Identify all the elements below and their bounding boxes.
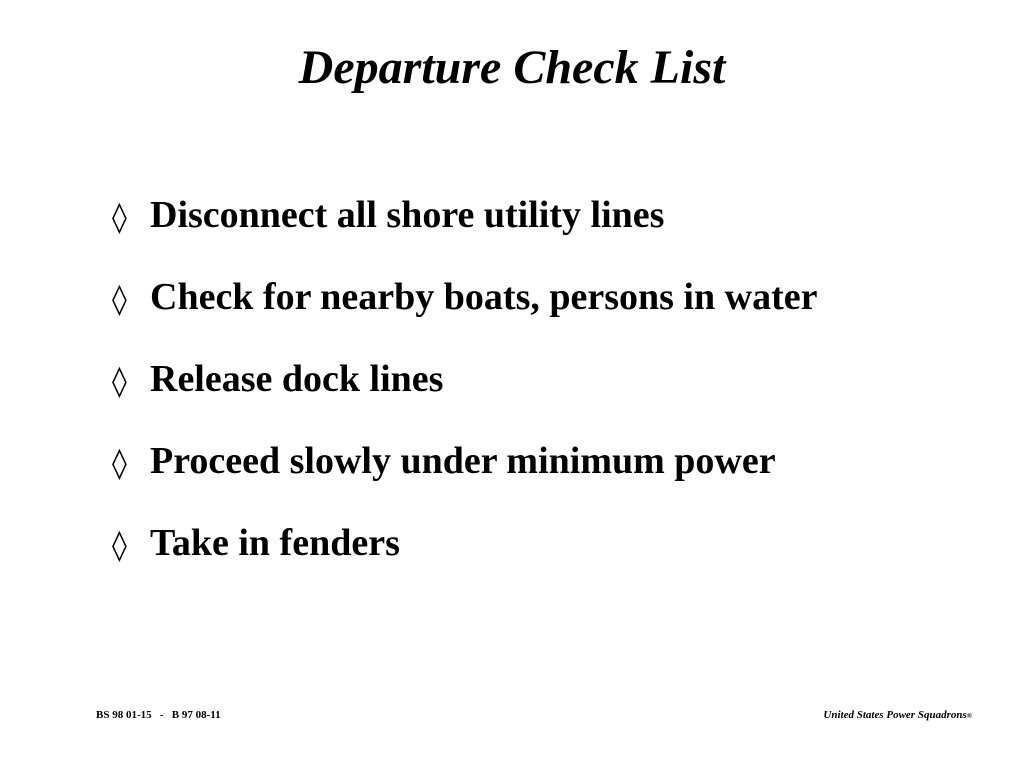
lozenge-icon: ◊ xyxy=(112,200,127,235)
departure-checklist xyxy=(112,190,817,600)
lozenge-icon: ◊ xyxy=(112,446,127,481)
checklist-item xyxy=(112,518,817,600)
checklist-item-text: Proceed slowly under minimum power xyxy=(150,440,776,482)
lozenge-icon: ◊ xyxy=(112,282,127,317)
checklist-item xyxy=(112,190,817,272)
footer-course-code: BS 98 01-15 - B 97 08-11 xyxy=(96,709,221,721)
lozenge-icon: ◊ xyxy=(112,528,127,563)
checklist-item-text: Take in fenders xyxy=(150,522,400,564)
organization-name: United States Power Squadrons xyxy=(823,709,967,721)
lozenge-icon: ◊ xyxy=(112,364,127,399)
slide-title: Departure Check List xyxy=(298,41,726,94)
checklist-item-text: Check for nearby boats, persons in water xyxy=(150,276,818,318)
footer-organization xyxy=(823,709,972,721)
registered-mark: ® xyxy=(966,712,972,720)
checklist-item xyxy=(112,436,817,518)
checklist-item-text: Release dock lines xyxy=(150,358,444,400)
checklist-item xyxy=(112,272,817,354)
checklist-item-text: Disconnect all shore utility lines xyxy=(150,194,665,236)
checklist-item xyxy=(112,354,817,436)
